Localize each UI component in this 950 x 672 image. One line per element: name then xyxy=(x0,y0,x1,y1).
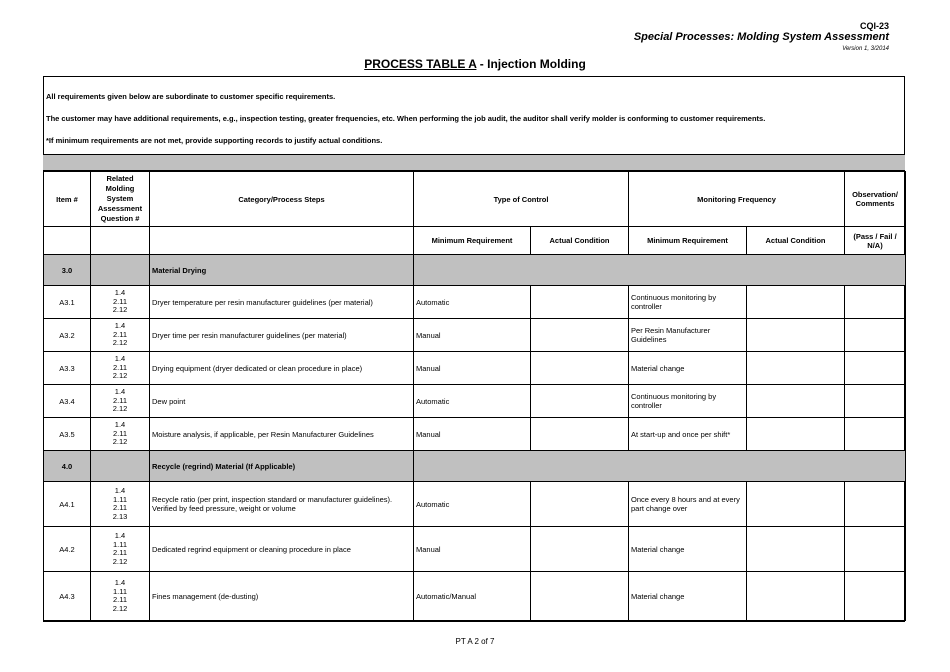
question-number: 1.4 xyxy=(114,578,126,587)
frequency-actual-condition xyxy=(747,352,845,385)
control-actual-condition xyxy=(531,527,629,572)
frequency-actual-condition xyxy=(747,385,845,418)
question-number: 2.13 xyxy=(112,511,128,521)
control-min-requirement: Automatic xyxy=(414,482,531,527)
frequency-actual-condition xyxy=(747,482,845,527)
item-number: A3.2 xyxy=(44,319,91,352)
frequency-actual-condition xyxy=(747,527,845,572)
page-title-suffix: - Injection Molding xyxy=(476,57,586,71)
question-number: 1.11 xyxy=(112,494,128,504)
observation-cell xyxy=(845,527,906,572)
question-number: 1.11 xyxy=(112,539,128,549)
frequency-actual-condition xyxy=(747,286,845,319)
question-number: 2.12 xyxy=(112,603,128,613)
section-blank-cell xyxy=(91,255,150,286)
control-actual-condition xyxy=(531,482,629,527)
question-number: 2.11 xyxy=(112,362,128,372)
question-number: 1.4 xyxy=(114,486,126,495)
question-number: 1.4 xyxy=(114,531,126,540)
table-row xyxy=(44,527,906,572)
observation-cell xyxy=(845,418,906,451)
item-number: A4.2 xyxy=(44,527,91,572)
frequency-min-requirement: Continuous monitoring by controller xyxy=(629,286,747,319)
question-number: 1.11 xyxy=(112,586,128,596)
section-gray-fill xyxy=(414,255,906,286)
related-questions xyxy=(91,286,150,319)
related-questions xyxy=(91,319,150,352)
observation-cell xyxy=(845,352,906,385)
table-row xyxy=(44,482,906,527)
frequency-min-requirement: Material change xyxy=(629,352,747,385)
col-observation-header: Observation/ Comments xyxy=(845,172,906,227)
control-actual-condition xyxy=(531,572,629,621)
related-questions xyxy=(91,352,150,385)
col-actual-condition-header: Actual Condition xyxy=(531,227,629,255)
control-min-requirement: Manual xyxy=(414,527,531,572)
col-min-requirement-header: Minimum Requirement xyxy=(414,227,531,255)
question-number: 2.11 xyxy=(112,548,128,557)
header-gray-band xyxy=(43,154,905,171)
item-number: A3.1 xyxy=(44,286,91,319)
table-row xyxy=(44,352,906,385)
section-title: Recycle (regrind) Material (If Applicable) xyxy=(150,451,414,482)
frequency-min-requirement: Material change xyxy=(629,527,747,572)
control-actual-condition xyxy=(531,286,629,319)
section-number: 3.0 xyxy=(44,255,91,286)
page-title xyxy=(0,57,950,71)
section-blank-cell xyxy=(91,451,150,482)
item-number: A3.4 xyxy=(44,385,91,418)
header-blank-cell xyxy=(91,227,150,255)
note-additional-requirements: The customer may have additional requirements, e.g., inspection testing, greater frequencies, etc. When performing the job audit, the auditor shall verify molder is conforming to customer requirements. xyxy=(46,114,766,123)
section-title: Material Drying xyxy=(150,255,414,286)
question-number: 1.4 xyxy=(114,387,126,397)
question-number: 2.11 xyxy=(112,503,128,512)
question-number: 2.11 xyxy=(112,395,128,405)
question-number: 1.4 xyxy=(114,288,126,298)
related-questions xyxy=(91,572,150,621)
col-monitoring-min-requirement-header: Minimum Requirement xyxy=(629,227,747,255)
process-step: Fines management (de-dusting) xyxy=(150,572,414,621)
question-number: 2.12 xyxy=(112,404,128,414)
control-min-requirement: Manual xyxy=(414,418,531,451)
table-row xyxy=(44,418,906,451)
document-code: CQI-23 xyxy=(859,21,889,31)
control-min-requirement: Automatic xyxy=(414,385,531,418)
frequency-min-requirement: Material change xyxy=(629,572,747,621)
section-row xyxy=(44,255,906,286)
page-title-main: PROCESS TABLE A xyxy=(364,57,477,71)
question-number: 1.4 xyxy=(114,321,126,331)
question-number: 2.12 xyxy=(112,437,128,447)
observation-cell xyxy=(845,286,906,319)
question-number: 2.11 xyxy=(112,595,128,604)
table-row xyxy=(44,319,906,352)
section-number: 4.0 xyxy=(44,451,91,482)
observation-cell xyxy=(845,572,906,621)
header-row-2 xyxy=(44,227,906,255)
control-actual-condition xyxy=(531,319,629,352)
frequency-actual-condition xyxy=(747,572,845,621)
control-min-requirement: Automatic/Manual xyxy=(414,572,531,621)
process-step: Dedicated regrind equipment or cleaning procedure in place xyxy=(150,527,414,572)
observation-cell xyxy=(845,482,906,527)
control-actual-condition xyxy=(531,385,629,418)
frequency-actual-condition xyxy=(747,418,845,451)
related-questions xyxy=(91,418,150,451)
table-row xyxy=(44,286,906,319)
question-number: 2.12 xyxy=(112,371,128,381)
related-questions xyxy=(91,527,150,572)
observation-cell xyxy=(845,385,906,418)
question-number: 2.11 xyxy=(112,329,128,339)
item-number: A4.3 xyxy=(44,572,91,621)
frequency-min-requirement: At start-up and once per shift* xyxy=(629,418,747,451)
header-blank-cell xyxy=(150,227,414,255)
question-number: 2.12 xyxy=(112,556,128,566)
control-min-requirement: Manual xyxy=(414,319,531,352)
control-min-requirement: Manual xyxy=(414,352,531,385)
process-step: Recycle ratio (per print, inspection standard or manufacturer guidelines). Verified by feed pressure, weight or volume xyxy=(150,482,414,527)
related-questions xyxy=(91,385,150,418)
question-number: 2.12 xyxy=(112,338,128,348)
table-body xyxy=(44,172,906,621)
table-row xyxy=(44,385,906,418)
header-blank-cell xyxy=(44,227,91,255)
process-step: Dew point xyxy=(150,385,414,418)
col-pass-fail-header: (Pass / Fail / N/A) xyxy=(845,227,906,255)
item-number: A3.5 xyxy=(44,418,91,451)
section-row xyxy=(44,451,906,482)
question-number: 2.11 xyxy=(112,296,128,306)
process-step: Dryer temperature per resin manufacturer guidelines (per material) xyxy=(150,286,414,319)
col-related-header: Related Molding System Assessment Question # xyxy=(91,172,150,227)
frequency-actual-condition xyxy=(747,319,845,352)
question-number: 1.4 xyxy=(114,420,126,430)
process-table xyxy=(43,171,906,621)
frequency-min-requirement: Per Resin Manufacturer Guidelines xyxy=(629,319,747,352)
process-step: Moisture analysis, if applicable, per Resin Manufacturer Guidelines xyxy=(150,418,414,451)
frequency-min-requirement: Once every 8 hours and at every part change over xyxy=(629,482,747,527)
col-monitoring-frequency-header: Monitoring Frequency xyxy=(629,172,845,227)
document-title: Special Processes: Molding System Assessment xyxy=(633,31,889,43)
document-version: Version 1, 3/2014 xyxy=(842,46,889,52)
observation-cell xyxy=(845,319,906,352)
process-step: Drying equipment (dryer dedicated or clean procedure in place) xyxy=(150,352,414,385)
question-number: 2.11 xyxy=(112,428,128,438)
related-questions xyxy=(91,482,150,527)
note-supporting-records: *If minimum requirements are not met, provide supporting records to justify actual conditions. xyxy=(46,136,383,145)
question-number: 2.12 xyxy=(112,305,128,315)
section-gray-fill xyxy=(414,451,906,482)
table-row xyxy=(44,572,906,621)
page-footer: PT A 2 of 7 xyxy=(455,637,495,646)
header-row-1 xyxy=(44,172,906,227)
col-item-header: Item # xyxy=(44,172,91,227)
control-actual-condition xyxy=(531,418,629,451)
col-type-of-control-header: Type of Control xyxy=(414,172,629,227)
control-actual-condition xyxy=(531,352,629,385)
item-number: A4.1 xyxy=(44,482,91,527)
frequency-min-requirement: Continuous monitoring by controller xyxy=(629,385,747,418)
note-customer-requirements: All requirements given below are subordinate to customer specific requirements. xyxy=(46,92,336,101)
col-category-header: Category/Process Steps xyxy=(150,172,414,227)
process-step: Dryer time per resin manufacturer guidelines (per material) xyxy=(150,319,414,352)
col-monitoring-actual-condition-header: Actual Condition xyxy=(747,227,845,255)
item-number: A3.3 xyxy=(44,352,91,385)
question-number: 1.4 xyxy=(114,354,126,364)
control-min-requirement: Automatic xyxy=(414,286,531,319)
